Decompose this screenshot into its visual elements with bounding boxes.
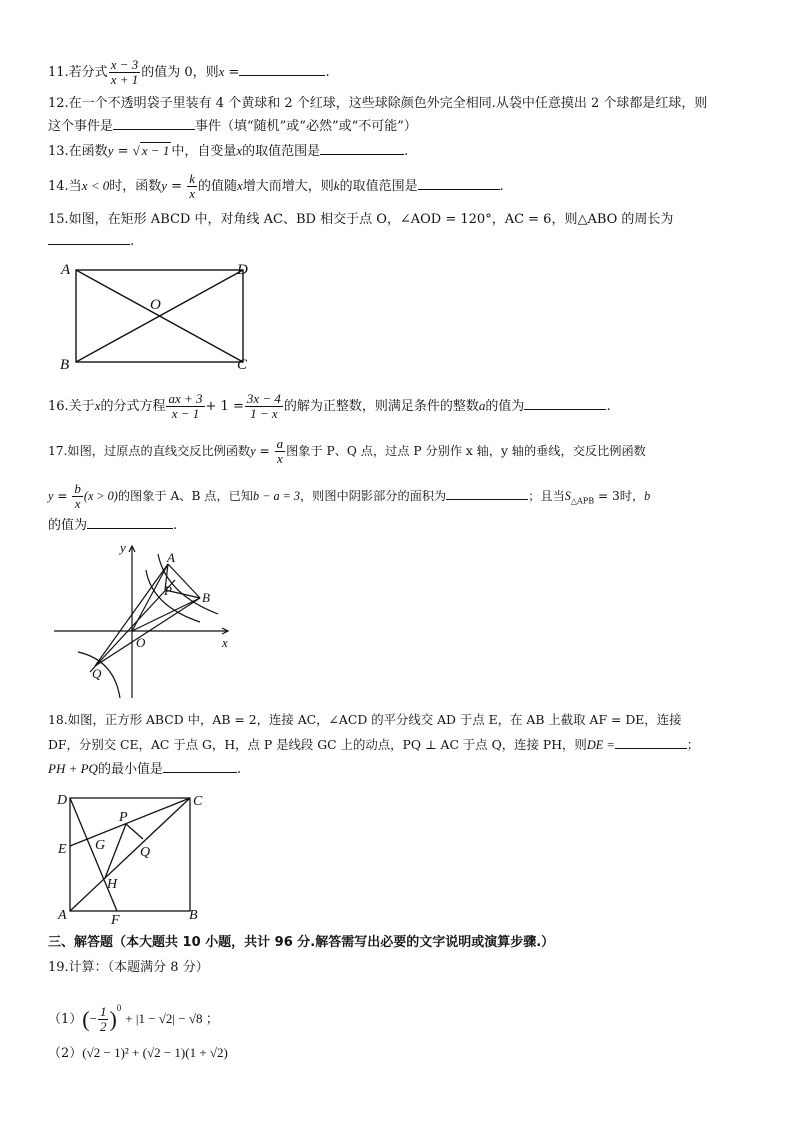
label-a: A (58, 908, 67, 923)
label-o: O (136, 635, 146, 650)
label-h: H (107, 877, 118, 892)
q19-part2: （2）(√2 − 1)² + (√2 − 1)(1 + √2) (48, 1045, 228, 1061)
answer-blank-18b[interactable] (163, 760, 237, 773)
label-q: Q (140, 845, 151, 860)
answer-blank-13[interactable] (320, 142, 404, 155)
label-q: Q (92, 666, 102, 681)
answer-blank-15[interactable] (48, 232, 130, 245)
label-g: G (95, 838, 106, 853)
q19-title: 19.计算：（本题满分 8 分） (48, 960, 209, 975)
q15-rectangle-figure (55, 258, 265, 376)
answer-blank-16[interactable] (524, 397, 606, 410)
label-e: E (58, 842, 67, 857)
label-b: B (60, 357, 70, 373)
label-o: O (150, 297, 161, 313)
diagonal-ac (70, 798, 190, 911)
line-o-b (132, 598, 200, 631)
answer-blank-17b[interactable] (87, 516, 173, 529)
q16: 16.关于x的分式方程 $\frac{ax + 3}{x - 1}$ + 1 = $\frac{3x - 4}{1 - x}$ 的解为正整数，则满足条件的整数a的值为 . (48, 391, 611, 421)
label-p: P (164, 583, 172, 598)
line-q-b (95, 598, 200, 666)
answer-blank-12[interactable] (113, 117, 195, 130)
q17-line2: y = $\frac{b}{x}$ (x > 0)的图象于 A、B 点，已知b − a = 3，则图中阴影部分的面积为 ；且当$S_{\triangle APB} = 3$时，b (48, 481, 651, 511)
q19-part1: （1）(− $\frac{1}{2}$ )$^0$+ |1 − √2| − √8 ； (48, 1003, 219, 1034)
q11: 11.若分式 $\frac{x - 3}{x + 1}$ 的值为 0，则x = . (48, 57, 330, 87)
q15-line1: 15.如图，在矩形 ABCD 中，对角线 AC、BD 相交于点 O，∠AOD = 120°，AC = 6，则△ABO 的周长为 (48, 212, 674, 227)
q17-line3: 的值为 . (48, 518, 178, 533)
bisector-ce (70, 798, 190, 846)
q18-line1: 18.如图，正方形 ABCD 中，AB = 2，连接 AC，∠ACD 的平分线交 AD 于点 E，在 AB 上截取 AF = DE，连接 (48, 712, 682, 727)
line-a-b (168, 564, 200, 598)
label-c: C (193, 794, 203, 809)
label-p: P (119, 810, 128, 825)
label-a: A (167, 550, 175, 565)
label-y: y (120, 540, 126, 555)
label-d: D (57, 793, 68, 808)
section3-title: 三、解答题（本大题共 10 小题，共计 96 分.解答需写出必要的文字说明或演算步骤.） (48, 935, 555, 950)
q16-fraction-2: $\frac{3x - 4}{1 - x}$ (246, 391, 281, 421)
q18-line3: PH + PQ的最小值是 . (48, 761, 242, 777)
q13: 13.在函数y = √ x − 1 中，自变量x的取值范围是 . (48, 143, 409, 159)
label-x: x (222, 635, 228, 650)
q12-line1: 12.在一个不透明袋子里装有 4 个黄球和 2 个红球，这些球除颜色外完全相同.从袋中任意摸出 2 个球都是红球，则 (48, 96, 708, 111)
q14-fraction: $\frac{k}{x}$ (189, 171, 195, 201)
answer-blank-14[interactable] (418, 177, 500, 190)
line-ph (105, 824, 126, 878)
q17-hyperbola-figure (50, 540, 240, 700)
q14: 14.当x < 0时，函数y = $\frac{k}{x}$ 的值随x增大而增大，则k的取值范围是 . (48, 171, 504, 201)
q17-line1: 17.如图，过原点的直线交反比例函数y = $\frac{a}{x}$ 图象于 P、Q 点，过点 P 分别作 x 轴，y 轴的垂线，交反比例函数 (48, 436, 646, 466)
line-o-a (132, 564, 168, 631)
q17-fraction-2: $\frac{b}{x}$ (74, 481, 81, 511)
label-d: D (237, 262, 248, 278)
q15-line2: . (48, 232, 134, 250)
q16-fraction-1: $\frac{ax + 3}{x - 1}$ (168, 391, 203, 421)
label-c: C (237, 357, 248, 373)
label-b: B (189, 908, 198, 923)
answer-blank-17a[interactable] (446, 487, 528, 500)
q13-sqrt: √ x − 1 (132, 143, 170, 158)
label-b: B (202, 590, 210, 605)
q18-line2: DF，分别交 CE，AC 于点 G，H，点 P 是线段 GC 上的动点，PQ ⊥ AC 于点 Q，连接 PH，则DE = ； (48, 737, 700, 752)
q11-fraction: $\frac{x - 3}{x + 1}$ (110, 57, 139, 87)
q12-line2: 这个事件是 事件（填“随机”或“必然”或“不可能”） (48, 119, 417, 134)
q19-fraction: $\frac{1}{2}$ (99, 1004, 107, 1034)
answer-blank-11[interactable] (239, 63, 325, 76)
label-a: A (61, 262, 71, 278)
answer-blank-18a[interactable] (615, 736, 687, 749)
q17-fraction-1: $\frac{a}{x}$ (276, 436, 284, 466)
line-df (70, 798, 117, 911)
line-pq (126, 824, 143, 839)
label-f: F (111, 913, 120, 928)
q18-square-figure (55, 788, 215, 928)
